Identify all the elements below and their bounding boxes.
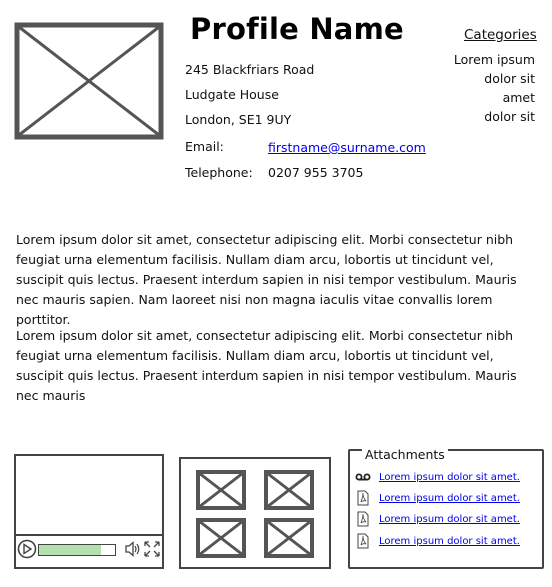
attachment-item[interactable]: [355, 511, 520, 527]
image-placeholder-icon: [196, 470, 246, 510]
attachments-panel: [348, 449, 544, 569]
gallery-image[interactable]: [264, 470, 314, 514]
image-placeholder-icon: [196, 518, 246, 558]
email-label: Email:: [185, 139, 224, 154]
categories-title: Categories: [464, 27, 537, 43]
address-line-2: Ludgate House: [185, 87, 279, 102]
attachment-link[interactable]: Lorem ipsum dolor sit amet.: [379, 513, 520, 525]
play-button[interactable]: [17, 539, 37, 559]
attachment-link[interactable]: Lorem ipsum dolor sit amet.: [379, 471, 520, 483]
attachment-link[interactable]: Lorem ipsum dolor sit amet.: [379, 492, 520, 504]
video-progress-bar[interactable]: [38, 544, 116, 556]
telephone-value: 0207 955 3705: [268, 165, 364, 180]
volume-button[interactable]: [124, 540, 142, 558]
profile-image-placeholder: [14, 22, 164, 140]
fullscreen-icon: [143, 540, 161, 558]
category-item[interactable]: dolor sit: [484, 71, 535, 86]
voicemail-icon: [355, 471, 371, 483]
gallery-image[interactable]: [196, 518, 246, 562]
gallery-image[interactable]: [264, 518, 314, 562]
email-link[interactable]: firstname@surname.com: [268, 140, 426, 155]
pdf-icon: [355, 490, 371, 506]
pdf-icon: [355, 533, 371, 549]
gallery-image[interactable]: [196, 470, 246, 514]
category-item[interactable]: dolor sit: [484, 109, 535, 124]
categories-list: [454, 50, 535, 126]
attachments-title: Attachments: [362, 447, 448, 462]
attachment-item[interactable]: [355, 471, 520, 483]
telephone-label: Telephone:: [185, 165, 253, 180]
category-item[interactable]: Lorem ipsum: [453, 52, 535, 67]
image-placeholder-icon: [264, 518, 314, 558]
body-paragraph-2: Lorem ipsum dolor sit amet, consectetur adipiscing elit. Morbi consectetur nibh feugiat urna elementum facilisis. Nullam diam arcu, lobortis ut tincidunt vel, suscipit quis lectus. Praesent interdum sapien in nisi tempor vestibulum. Mauris nec mauris: [16, 328, 517, 403]
play-icon: [17, 539, 37, 559]
body-paragraph-1: Lorem ipsum dolor sit amet, consectetur adipiscing elit. Morbi consectetur nibh feugiat urna elementum facilisis. Nullam diam arcu, lobortis ut tincidunt vel, suscipit quis lectus. Praesent interdum sapien in nisi tempor vestibulum. Mauris nec mauris sapien. Nam laoreet nisi non magna iaculis vitae convallis lorem porttitor.: [16, 232, 517, 327]
attachment-item[interactable]: [355, 533, 520, 549]
attachment-item[interactable]: [355, 490, 520, 506]
address-line-1: 245 Blackfriars Road: [185, 62, 315, 77]
attachment-link[interactable]: Lorem ipsum dolor sit amet.: [379, 535, 520, 547]
image-placeholder-icon: [264, 470, 314, 510]
category-item[interactable]: amet: [502, 90, 535, 105]
fullscreen-button[interactable]: [143, 540, 161, 558]
address-line-3: London, SE1 9UY: [185, 112, 292, 127]
video-progress-fill: [39, 545, 101, 555]
pdf-icon: [355, 511, 371, 527]
video-controls-divider: [16, 534, 162, 536]
profile-name: Profile Name: [190, 12, 404, 46]
speaker-icon: [124, 540, 142, 558]
